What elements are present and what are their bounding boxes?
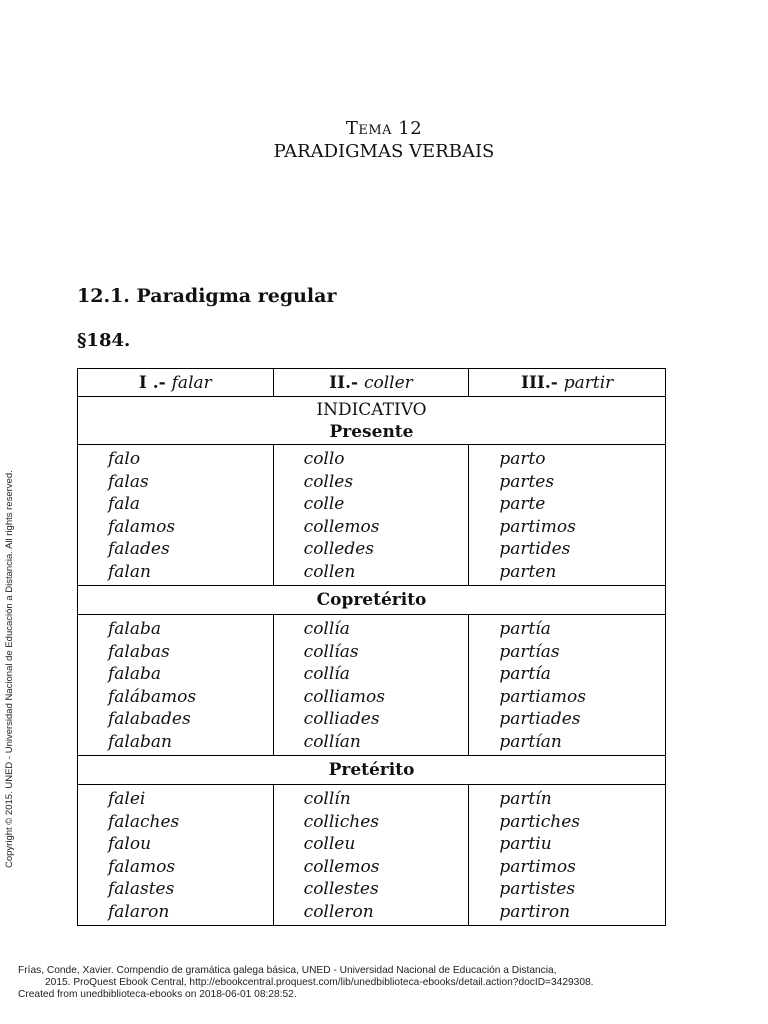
verb-form: falas bbox=[108, 471, 149, 492]
citation-line: Frías, Conde, Xavier. Compendio de gramática galega básica, UNED - Universidad Nacional de Educación a Distancia, bbox=[18, 965, 557, 976]
verb-form: falamos bbox=[108, 516, 176, 537]
verb-form: falábamos bbox=[108, 686, 197, 707]
verb-form: falaba bbox=[108, 664, 162, 684]
tense-label: Copretérito bbox=[78, 586, 666, 615]
table-row bbox=[78, 785, 666, 926]
section-heading: 12.1. Paradigma regular bbox=[77, 285, 337, 307]
tense-label: Presente bbox=[329, 422, 414, 442]
verb-form: falou bbox=[108, 834, 152, 854]
mood-row bbox=[78, 397, 666, 445]
verb-form: collestes bbox=[303, 879, 379, 899]
verb-form: falei bbox=[108, 789, 146, 809]
verb-form: falaban bbox=[108, 731, 172, 752]
verb-form: partiches bbox=[499, 811, 580, 832]
verb-form: falaba bbox=[108, 619, 162, 639]
forms-cell bbox=[469, 615, 666, 756]
verb-form: collemos bbox=[303, 516, 380, 537]
verb-form: colliches bbox=[303, 811, 379, 832]
column-header-partir: III.- partir bbox=[469, 369, 666, 397]
verb-form: falan bbox=[108, 561, 151, 582]
verb-form: collín bbox=[303, 789, 351, 809]
citation-footer bbox=[18, 965, 594, 1001]
forms-cell bbox=[78, 615, 274, 756]
verb-form: collía bbox=[303, 619, 350, 639]
verb-form: falabas bbox=[108, 641, 170, 662]
verb-form: partía bbox=[499, 619, 551, 639]
citation-line: 2015. ProQuest Ebook Central, http://ebookcentral.proquest.com/lib/unedbiblioteca-ebooks/detail.action?docID=3429308. bbox=[45, 977, 594, 988]
verb-form: colliamos bbox=[303, 686, 385, 707]
verb-form: partides bbox=[499, 539, 571, 559]
forms-cell bbox=[273, 445, 469, 586]
verb-form: colle bbox=[303, 494, 345, 514]
table-header-row bbox=[78, 369, 666, 397]
verb-form: collen bbox=[303, 561, 356, 582]
verb-form: falabades bbox=[108, 709, 191, 729]
verb-form: collían bbox=[303, 731, 361, 752]
tense-label: Pretérito bbox=[78, 756, 666, 785]
table-row bbox=[78, 445, 666, 586]
verb-form: colles bbox=[303, 471, 354, 492]
verb-form: partistes bbox=[499, 879, 576, 899]
forms-cell bbox=[78, 445, 274, 586]
verb-form: colleron bbox=[303, 901, 374, 922]
verb-form: partiu bbox=[499, 834, 552, 854]
verb-form: colleu bbox=[303, 834, 356, 854]
verb-form: colliades bbox=[303, 709, 380, 729]
verb-form: falamos bbox=[108, 856, 176, 877]
verb-form: partía bbox=[499, 664, 551, 684]
verb-form: partiades bbox=[499, 709, 581, 729]
column-header-falar: I .- falar bbox=[78, 369, 274, 397]
verb-form: partiron bbox=[499, 901, 571, 922]
table-row bbox=[78, 615, 666, 756]
chapter-heading: PARADIGMAS VERBAIS bbox=[273, 141, 495, 162]
verb-form: collías bbox=[303, 641, 359, 662]
verb-form: falo bbox=[108, 449, 141, 469]
verb-form: partimos bbox=[499, 516, 576, 537]
verb-form: partías bbox=[499, 641, 560, 662]
chapter-title bbox=[0, 118, 768, 164]
verb-paradigm-table bbox=[77, 368, 666, 926]
verb-form: falastes bbox=[108, 879, 175, 899]
tense-row bbox=[78, 756, 666, 785]
verb-form: falaches bbox=[108, 811, 180, 832]
verb-form: colledes bbox=[303, 539, 375, 559]
verb-form: parte bbox=[499, 494, 546, 514]
verb-form: collía bbox=[303, 664, 350, 684]
forms-cell bbox=[273, 785, 469, 926]
verb-form: partes bbox=[499, 471, 555, 492]
verb-form: collo bbox=[303, 449, 345, 469]
citation-line: Created from unedbiblioteca-ebooks on 2018-06-01 08:28:52. bbox=[18, 989, 297, 1000]
forms-cell bbox=[78, 785, 274, 926]
verb-form: partían bbox=[499, 731, 562, 752]
paragraph-number: §184. bbox=[77, 330, 131, 351]
forms-cell bbox=[469, 445, 666, 586]
verb-form: collemos bbox=[303, 856, 380, 877]
chapter-number: Tema 12 bbox=[345, 118, 423, 139]
verb-form: partín bbox=[499, 789, 552, 809]
verb-form: parto bbox=[499, 449, 546, 469]
forms-cell bbox=[273, 615, 469, 756]
copyright-notice: Copyright © 2015. UNED - Universidad Nacional de Educación a Distancia. All rights reserved. bbox=[4, 470, 15, 868]
verb-form: partimos bbox=[499, 856, 576, 877]
verb-form: partiamos bbox=[499, 686, 586, 707]
column-header-coller: II.- coller bbox=[273, 369, 469, 397]
verb-form: fala bbox=[108, 494, 140, 514]
forms-cell bbox=[469, 785, 666, 926]
tense-row bbox=[78, 586, 666, 615]
mood-label: INDICATIVO bbox=[316, 400, 427, 420]
verb-form: parten bbox=[499, 561, 557, 582]
verb-form: falaron bbox=[108, 901, 170, 922]
verb-form: falades bbox=[108, 539, 170, 559]
